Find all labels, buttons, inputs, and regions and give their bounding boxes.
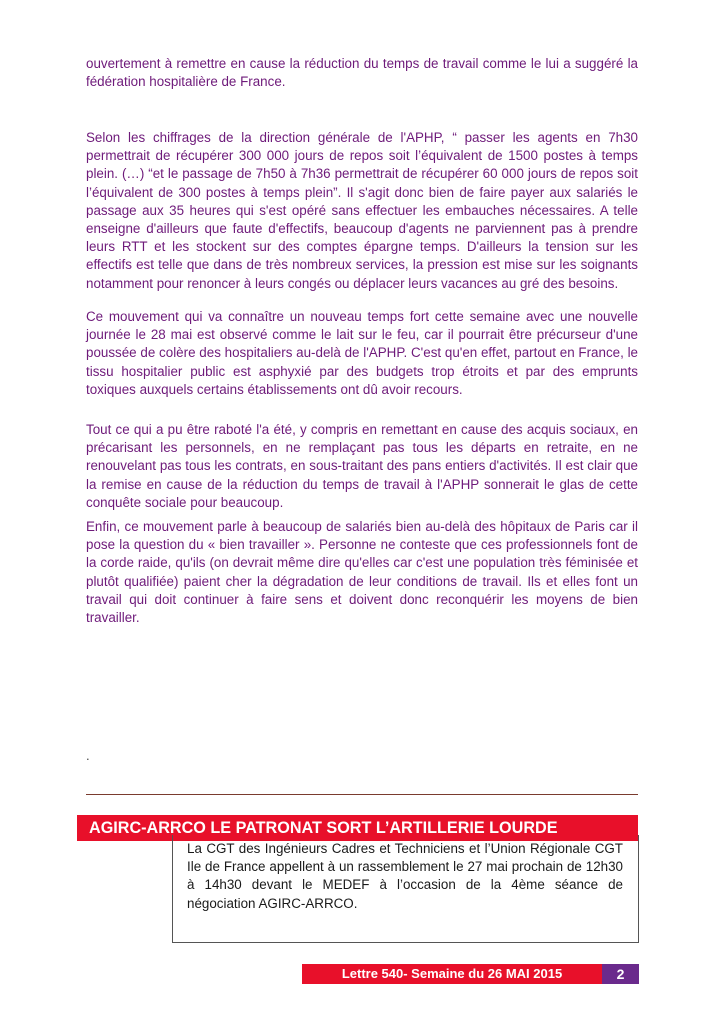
announcement-text: La CGT des Ingénieurs Cadres et Techniciens et l’Union Régionale CGT Ile de France appellent à un rassemblement le 27 mai prochain de 12h30 à 14h30 devant le MEDEF à l’occasion de la 4ème séance de négociation AGIRC-ARRCO. xyxy=(187,841,623,911)
paragraph-cuts xyxy=(86,421,638,512)
paragraph-conclusion xyxy=(86,518,638,627)
paragraph-continuation xyxy=(86,55,638,91)
paragraph-text: Selon les chiffrages de la direction générale de l'APHP, “ passer les agents en 7h30 permettrait de récupérer 300 000 jours de repos soit l’équivalent de 1500 postes à temps plein. (…) “et le passage de 7h50 à 7h36 permettrait de récupérer 60 000 jours de repos soit l’équivalent de 300 postes à temps plein”. Il s'agit donc bien de faire payer aux salariés le passage aux 35 heures qui s'est opéré sans effectuer les embauches nécessaires. A telle enseigne d'ailleurs que faute d'effectifs, beaucoup d'agents ne parviennent pas à prendre leurs RTT et les stockent sur des comptes épargne temps. D'ailleurs la tension sur les effectifs est telle que dans de très nombreux services, la pression est mise sur les soignants notamment pour renoncer à leurs congés ou déplacer leurs vacances au gré des besoins. xyxy=(86,130,638,291)
page-footer xyxy=(302,964,639,984)
paragraph-text: ouvertement à remettre en cause la réduction du temps de travail comme le lui a suggéré la fédération hospitalière de France. xyxy=(86,56,638,90)
section-headline: AGIRC-ARRCO LE PATRONAT SORT L’ARTILLERIE LOURDE xyxy=(77,815,638,841)
paragraph-movement xyxy=(86,308,638,399)
page-number: 2 xyxy=(602,964,639,984)
section-divider xyxy=(86,794,638,795)
paragraph-aphp-figures xyxy=(86,129,638,293)
footer-issue-label: Lettre 540- Semaine du 26 MAI 2015 xyxy=(302,964,602,984)
paragraph-text: Ce mouvement qui va connaître un nouveau temps fort cette semaine avec une nouvelle journée le 28 mai est observé comme le lait sur le feu, car il pourrait être précurseur d'une poussée de colère des hospitaliers au-delà de l'APHP. C'est qu'en effet, partout en France, le tissu hospitalier public est asphyxié par des budgets trop étroits et par des emprunts toxiques auxquels certains établissements ont dû avoir recours. xyxy=(86,309,638,397)
paragraph-text: Tout ce qui a pu être raboté l'a été, y compris en remettant en cause des acquis sociaux, en précarisant les personnels, en ne remplaçant pas tous les départs en retraite, en ne renouvelant pas tous les contrats, en sous-traitant des pans entiers d'activités. Il est clair que la remise en cause de la réduction du temps de travail à l'APHP sonnerait le glas de cette conquête sociale pour beaucoup. xyxy=(86,422,638,510)
separator-dot: . xyxy=(86,748,90,763)
paragraph-text: Enfin, ce mouvement parle à beaucoup de salariés bien au-delà des hôpitaux de Paris car il pose la question du « bien travailler ». Personne ne conteste que ces professionnels font de la corde raide, qu'ils (on devrait même dire qu'elles car c'est une population très féminisée et plutôt qualifiée) paient cher la dégradation de leur conditions de travail. Ils et elles font un travail qui doit continuer à faire sens et doivent donc reconquérir les moyens de bien travailler. xyxy=(86,519,638,626)
